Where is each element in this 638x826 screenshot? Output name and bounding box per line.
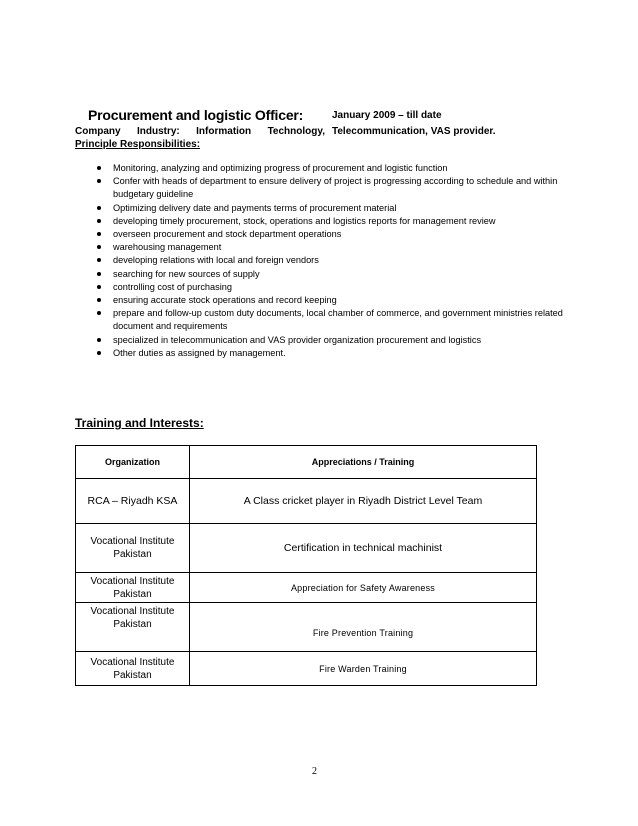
responsibility-item: Confer with heads of department to ensure delivery of project is progressing according to schedule and within budgetary guideline bbox=[113, 175, 583, 201]
company-description: Telecommunication, VAS provider. bbox=[332, 126, 496, 137]
responsibility-item: Monitoring, analyzing and optimizing progress of procurement and logistic function bbox=[113, 162, 583, 175]
training-table bbox=[75, 445, 537, 686]
table-row bbox=[76, 603, 537, 652]
training-cell: Fire Warden Training bbox=[190, 652, 537, 686]
organization-cell: Vocational Institute Pakistan bbox=[76, 652, 190, 686]
responsibility-item: developing timely procurement, stock, operations and logistics reports for management review bbox=[113, 215, 583, 228]
responsibility-item: searching for new sources of supply bbox=[113, 268, 583, 281]
responsibility-item: warehousing management bbox=[113, 241, 583, 254]
table-row bbox=[76, 524, 537, 573]
responsibility-item: developing relations with local and foreign vendors bbox=[113, 254, 583, 267]
table-header-row bbox=[76, 446, 537, 479]
table-row bbox=[76, 479, 537, 524]
training-cell: A Class cricket player in Riyadh District Level Team bbox=[190, 479, 537, 524]
responsibility-item: Optimizing delivery date and payments terms of procurement material bbox=[113, 202, 583, 215]
organization-cell: Vocational Institute Pakistan bbox=[76, 524, 190, 573]
responsibility-item: prepare and follow-up custom duty documents, local chamber of commerce, and government ministries related document and requirements bbox=[113, 307, 583, 333]
company-word: Company bbox=[75, 126, 121, 137]
organization-cell: Vocational Institute Pakistan bbox=[76, 603, 190, 652]
responsibility-item: overseen procurement and stock department operations bbox=[113, 228, 583, 241]
training-cell: Fire Prevention Training bbox=[190, 603, 537, 652]
job-title: Procurement and logistic Officer: bbox=[88, 107, 304, 123]
job-date: January 2009 – till date bbox=[332, 110, 442, 121]
responsibilities-heading: Principle Responsibilities: bbox=[75, 139, 201, 150]
company-word: Information bbox=[196, 126, 252, 137]
organization-cell: RCA – Riyadh KSA bbox=[76, 479, 190, 524]
responsibility-item: Other duties as assigned by management. bbox=[113, 347, 583, 360]
responsibility-item: controlling cost of purchasing bbox=[113, 281, 583, 294]
company-industry-line bbox=[75, 126, 325, 137]
organization-cell: Vocational Institute Pakistan bbox=[76, 573, 190, 603]
training-cell: Certification in technical machinist bbox=[190, 524, 537, 573]
table-row bbox=[76, 652, 537, 686]
page-number: 2 bbox=[312, 766, 317, 777]
training-cell: Appreciation for Safety Awareness bbox=[190, 573, 537, 603]
table-row bbox=[76, 573, 537, 603]
column-header-organization: Organization bbox=[76, 446, 190, 479]
responsibility-item: ensuring accurate stock operations and record keeping bbox=[113, 294, 583, 307]
responsibility-item: specialized in telecommunication and VAS provider organization procurement and logistics bbox=[113, 334, 583, 347]
company-word: Technology, bbox=[267, 126, 325, 137]
company-word: Industry: bbox=[136, 126, 180, 137]
responsibilities-list bbox=[96, 162, 583, 360]
training-heading: Training and Interests: bbox=[75, 416, 204, 430]
column-header-training: Appreciations / Training bbox=[190, 446, 537, 479]
